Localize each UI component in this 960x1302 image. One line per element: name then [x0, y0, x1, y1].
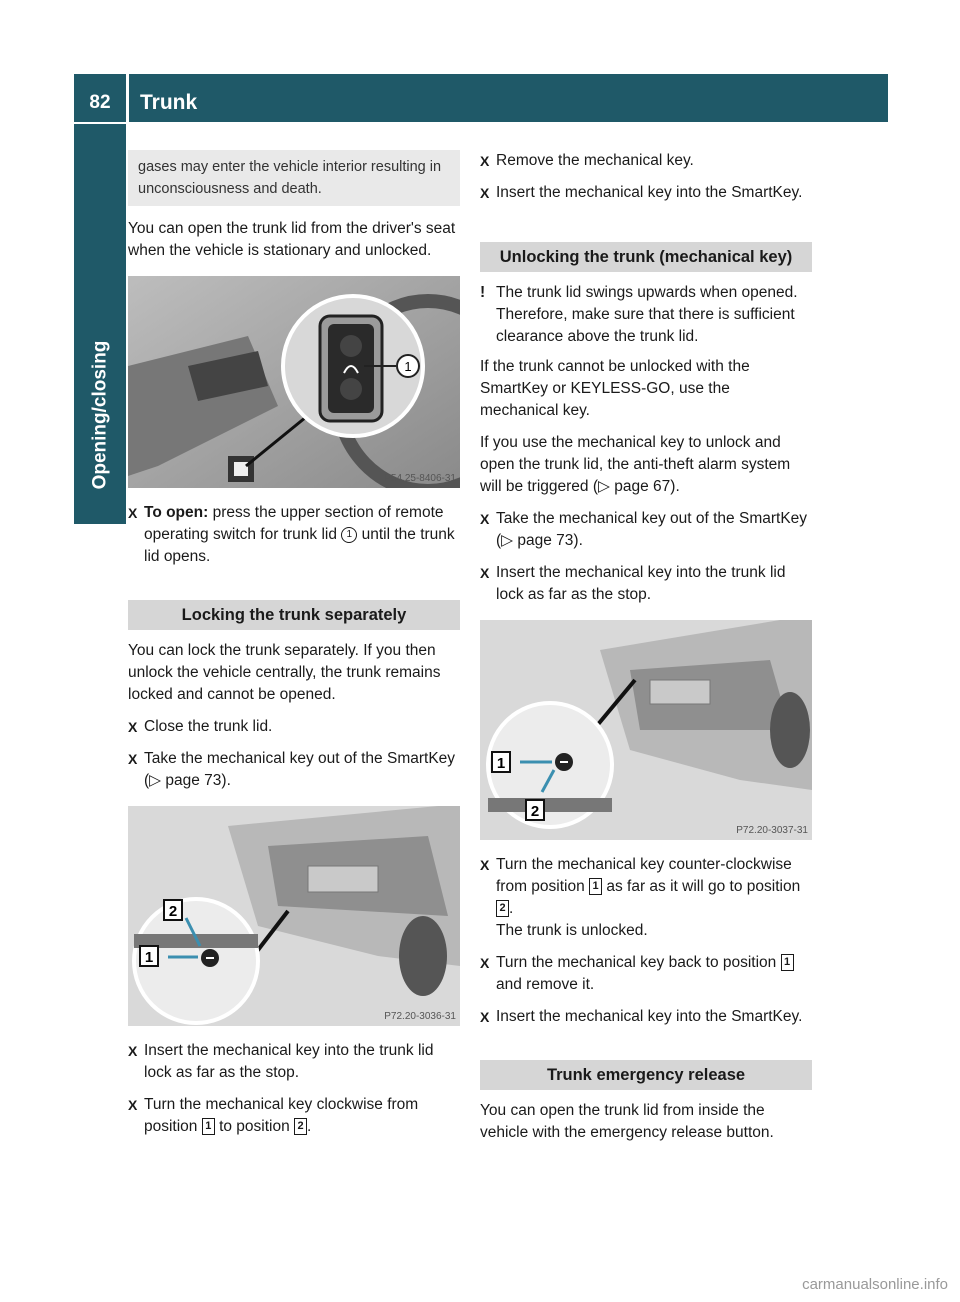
step-open-text: press the upper section of remote operating switch for trunk lid [144, 504, 444, 543]
fig3-label-1: 1 [496, 755, 506, 772]
section-heading-emergency: Trunk emergency release [480, 1060, 812, 1090]
step-marker: X [128, 751, 138, 767]
position-marker: 1 [589, 878, 602, 895]
position-marker: 2 [496, 900, 509, 917]
step-remove-text: Remove the mechanical key. [496, 152, 694, 169]
step-turn-text: Turn the mechanical key clockwise from position [144, 1096, 419, 1135]
step-take-key-right [480, 508, 812, 552]
unlock-paragraph-1: If the trunk cannot be unlocked with the SmartKey or KEYLESS-GO, use the mechanical key. [480, 358, 750, 419]
emergency-paragraph: You can open the trunk lid from inside the vehicle with the emergency release button. [480, 1102, 774, 1141]
step-ccw-mid: as far as it will go to position [606, 878, 801, 895]
step-marker: X [128, 719, 138, 735]
step-marker: X [480, 511, 490, 527]
section-heading-unlocking: Unlocking the trunk (mechanical key) [480, 242, 812, 272]
step-marker: X [480, 185, 490, 201]
door-switch-illustration [128, 276, 460, 488]
step-back-end: and remove it. [496, 976, 595, 993]
step-turn-clockwise [128, 1094, 460, 1138]
header-divider [126, 74, 129, 122]
step-insert-key-right [480, 562, 812, 606]
warning-box [128, 150, 460, 206]
step-close-lid [128, 716, 460, 738]
step-take-key [128, 748, 460, 792]
warning-text: gases may enter the vehicle interior resulting in unconsciousness and death. [138, 159, 442, 197]
chapter-tab-label: Opening/closing [89, 340, 110, 490]
section-heading-locking: Locking the trunk separately [128, 600, 460, 630]
step-insert-key [128, 1040, 460, 1084]
step-turn-back [480, 952, 812, 996]
fig2-label-2: 2 [168, 903, 178, 920]
step-close-text: Close the trunk lid. [144, 718, 273, 735]
chapter-tab-label-wrap [84, 310, 116, 520]
callout-marker: 1 [341, 527, 357, 543]
note-clearance [480, 282, 812, 348]
step-insert-smartkey-2 [480, 1006, 812, 1028]
step-remove-key [480, 150, 812, 172]
step-marker: X [128, 1043, 138, 1059]
step-marker: X [480, 857, 490, 873]
locking-paragraph: You can lock the trunk separately. If you then unlock the vehicle centrally, the trunk remains locked and cannot be opened. [128, 642, 441, 703]
step-ccw-end: . [509, 900, 514, 917]
figure-code: P54.25-8406-31 [384, 473, 456, 484]
step-marker: X [480, 1009, 490, 1025]
trunk-lock-illustration-2 [480, 620, 812, 840]
step-take-key-text: Take the mechanical key out of the SmartKey (▷ page 73). [144, 750, 456, 789]
step-insert-smartkey-text: Insert the mechanical key into the SmartKey. [496, 184, 803, 201]
unlock-paragraph-2: If you use the mechanical key to unlock and open the trunk lid, the anti-theft alarm system will be triggered (▷ page 67). [480, 434, 791, 495]
page-title: Trunk [140, 91, 198, 114]
step-marker: X [128, 505, 138, 521]
step-marker: X [128, 1097, 138, 1113]
position-marker: 1 [202, 1118, 215, 1135]
note-text: The trunk lid swings upwards when opened. Therefore, make sure that there is sufficient clearance above the trunk lid. [496, 284, 798, 345]
figure-code: P72.20-3036-31 [384, 1011, 456, 1022]
trunk-lock-illustration [128, 806, 460, 1026]
step-marker: X [480, 153, 490, 169]
step-insert-text: Insert the mechanical key into the trunk lid lock as far as the stop. [144, 1042, 434, 1081]
figure-code: P72.20-3037-31 [736, 825, 808, 836]
step-take-key-right-text: Take the mechanical key out of the SmartKey (▷ page 73). [496, 510, 808, 549]
note-mark: ! [480, 284, 486, 301]
step-turn-counterclockwise [480, 854, 812, 942]
step-open-lead: To open: [144, 504, 209, 521]
step-ccw-text: Turn the mechanical key counter-clockwise from position [496, 856, 792, 895]
step-back-text: Turn the mechanical key back to position [496, 954, 777, 971]
step-insert-key-right-text: Insert the mechanical key into the trunk lid lock as far as the stop. [496, 564, 786, 603]
intro-paragraph: You can open the trunk lid from the driver's seat when the vehicle is stationary and unlocked. [128, 220, 456, 259]
step-open-text-end: until the trunk lid opens. [144, 526, 455, 565]
figure-door-switch [128, 276, 460, 488]
fig1-callout: 1 [404, 359, 412, 374]
left-column [128, 150, 460, 1148]
step-insert-smartkey [480, 182, 812, 204]
figure-trunk-lock-counterclockwise [480, 620, 812, 840]
step-turn-end: . [307, 1118, 312, 1135]
step-turn-mid: to position [219, 1118, 290, 1135]
step-marker: X [480, 565, 490, 581]
page-number: 82 [89, 92, 111, 113]
position-marker: 2 [294, 1118, 307, 1135]
step-marker: X [480, 955, 490, 971]
fig2-label-1: 1 [144, 949, 154, 966]
step-insert-smartkey-2-text: Insert the mechanical key into the SmartKey. [496, 1008, 803, 1025]
fig3-label-2: 2 [530, 803, 540, 820]
figure-trunk-lock-clockwise [128, 806, 460, 1026]
position-marker: 1 [781, 954, 794, 971]
step-open [128, 502, 460, 568]
footer-watermark: carmanualsonline.info [802, 1276, 948, 1293]
step-ccw-result: The trunk is unlocked. [496, 922, 648, 939]
right-column [480, 150, 812, 1154]
